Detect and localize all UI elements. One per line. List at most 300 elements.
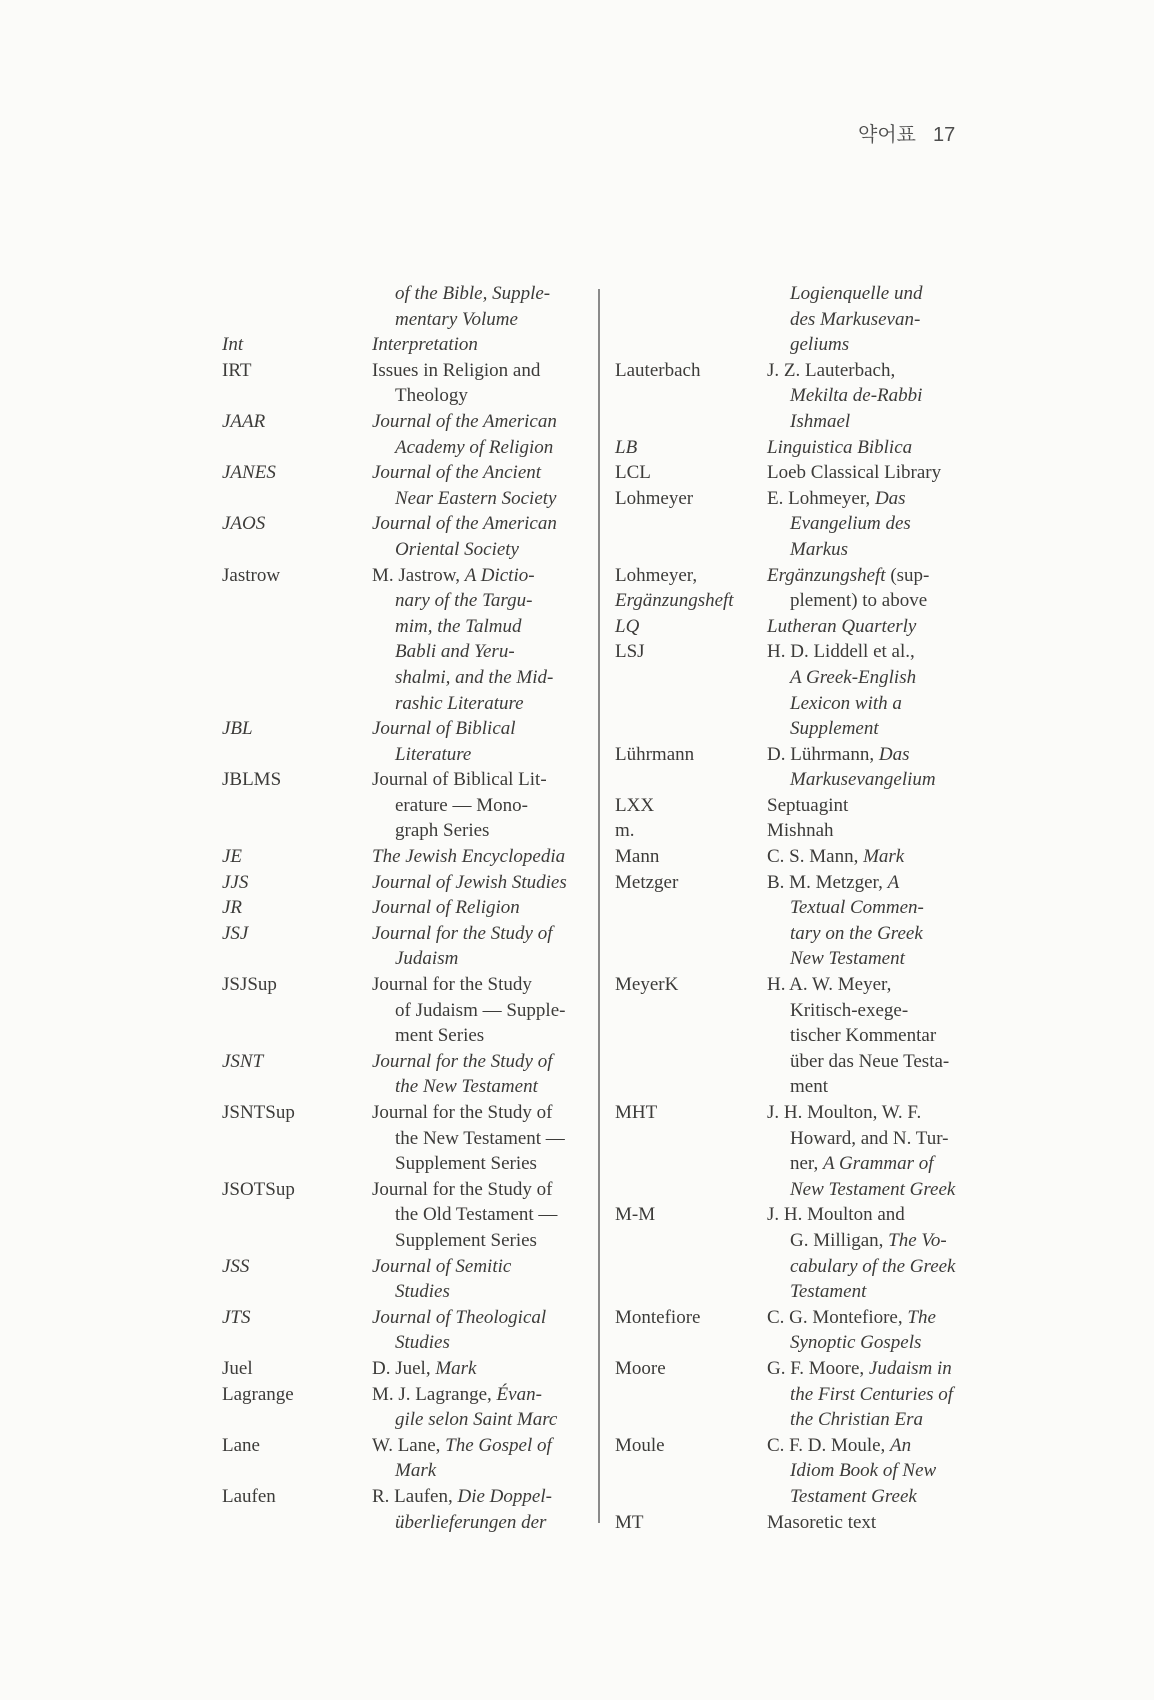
abbr-entry [615,639,1005,741]
text-segment: the New Testament — [395,1127,565,1149]
text-segment: Journal of the Ancient [372,462,542,484]
desc-line [767,1151,1005,1177]
text-segment: Journal of Biblical Lit- [372,769,547,791]
desc-cell [767,818,1005,844]
text-segment: New Testament [790,948,905,970]
abbr-entry [222,895,596,921]
text-segment: J. H. Moulton, W. F. [767,1102,922,1123]
desc-cell [372,409,596,460]
abbr-line [615,435,767,461]
desc-line [372,946,596,972]
text-segment: Theology [395,385,468,407]
text-segment: LCL [615,462,651,484]
text-segment: Jastrow [222,564,281,586]
abbr-line [222,332,372,358]
text-segment: Journal for the Study [372,974,532,996]
text-segment: The Gospel of [445,1434,552,1456]
text-segment: Linguistica Biblica [767,436,913,458]
desc-line [767,1228,1005,1254]
desc-cell [372,844,596,870]
text-segment: The [907,1306,936,1328]
abbr-line [222,1049,372,1075]
desc-cell [372,1433,596,1484]
text-segment: (sup- [885,564,930,586]
desc-line [767,383,1005,409]
desc-line [767,358,1005,384]
abbr-line [615,972,767,998]
abbr-entry [615,614,1005,640]
abbr-cell [615,460,767,486]
abbr-line [222,767,372,793]
abbr-entry [615,793,1005,819]
text-segment: Mark [863,846,905,868]
text-segment: JE [222,846,243,868]
desc-line [372,818,596,844]
text-segment: Journal of Biblical [372,718,516,740]
text-segment: C. S. Mann, [767,846,864,868]
text-segment: JANES [222,462,276,484]
abbr-cell [615,870,767,972]
abbr-line [222,1305,372,1331]
abbr-cell [222,1049,372,1100]
text-segment: tischer Kommentar [790,1025,937,1047]
text-segment: JTS [222,1306,251,1328]
abbreviation-list-right [615,281,1005,1535]
text-segment: Moore [615,1357,666,1379]
text-segment: ment Series [395,1025,485,1047]
abbr-entry [615,972,1005,1100]
text-segment: Lohmeyer, [615,564,698,586]
text-segment: Lohmeyer [615,487,694,509]
desc-line [372,332,596,358]
desc-line [767,1510,1005,1536]
text-segment: Journal for the Study of [372,1050,553,1072]
text-segment: gile selon Saint Marc [395,1409,558,1431]
page-number: 17 [932,124,956,146]
abbreviation-list-left [222,281,596,1535]
desc-line [767,460,1005,486]
desc-cell [372,460,596,511]
desc-line [372,793,596,819]
abbr-entry [222,972,596,1049]
abbr-cell [222,972,372,1049]
desc-cell [372,1356,596,1382]
desc-line [767,1126,1005,1152]
abbr-line [615,460,767,486]
abbr-entry [222,332,596,358]
text-segment: Mark [395,1460,437,1482]
text-segment: Issues in Religion and [372,359,541,381]
desc-line [767,1177,1005,1203]
abbr-entry [615,1100,1005,1202]
desc-line [372,870,596,896]
desc-line [372,537,596,563]
text-segment: überlieferungen der [395,1511,547,1533]
text-segment: Mark [435,1357,477,1379]
abbr-entry [615,870,1005,972]
desc-line [372,1330,596,1356]
abbr-entry [615,1356,1005,1433]
text-segment: C. F. D. Moule, [767,1434,891,1456]
abbr-line [615,639,767,665]
desc-line [372,1023,596,1049]
abbr-cell [222,1382,372,1433]
desc-line [372,1126,596,1152]
desc-line [767,1074,1005,1100]
text-segment: JAAR [222,410,266,432]
text-segment: mentary Volume [395,308,518,330]
desc-line [372,1254,596,1280]
abbr-line [222,460,372,486]
desc-line [372,998,596,1024]
desc-line [372,716,596,742]
abbr-cell [615,844,767,870]
abbr-entry [615,486,1005,563]
text-segment: graph Series [395,820,490,842]
desc-line [767,921,1005,947]
abbr-line [222,1484,372,1510]
desc-line [767,691,1005,717]
desc-cell [767,281,1005,358]
text-segment: LXX [615,794,655,816]
desc-line [372,1177,596,1203]
desc-line [372,358,596,384]
text-segment: Howard, and N. Tur- [790,1127,949,1149]
text-segment: M. J. Lagrange, [372,1383,497,1405]
abbr-line [222,1177,372,1203]
desc-line [767,511,1005,537]
desc-cell [372,563,596,717]
desc-line [372,460,596,486]
desc-line [372,1100,596,1126]
text-segment: Synoptic Gospels [790,1332,922,1354]
text-segment: ner, [790,1153,823,1175]
desc-line [767,716,1005,742]
abbr-cell [222,1433,372,1484]
abbr-entry [222,511,596,562]
abbr-cell [615,614,767,640]
abbr-entry [222,1100,596,1177]
desc-line [767,1407,1005,1433]
text-segment: nary of the Targu- [395,590,533,612]
abbr-cell [222,409,372,460]
desc-line [767,1356,1005,1382]
abbr-entry [222,1305,596,1356]
text-segment: A Grammar of [823,1153,934,1175]
text-segment: JBL [222,718,253,740]
desc-line [767,1433,1005,1459]
desc-line [767,307,1005,333]
abbr-line [615,486,767,512]
text-segment: Évan- [496,1383,542,1405]
abbr-cell [615,818,767,844]
abbr-cell [222,1254,372,1305]
text-segment: Markus [790,538,849,560]
text-segment: J. Z. Lauterbach, [767,359,896,381]
desc-line [372,409,596,435]
desc-line [372,895,596,921]
desc-cell [767,793,1005,819]
desc-line [767,1305,1005,1331]
abbr-entry [222,716,596,767]
abbr-entry [222,358,596,409]
desc-line [372,742,596,768]
desc-line [372,511,596,537]
abbr-line [615,1100,767,1126]
text-segment: JJS [222,871,249,893]
text-segment: W. Lane, [372,1434,446,1456]
text-segment: Int [222,334,244,356]
desc-cell [767,460,1005,486]
text-segment: JSNT [222,1050,264,1072]
desc-line [372,1382,596,1408]
abbr-line [222,1356,372,1382]
text-segment: Die Doppel- [457,1485,552,1507]
desc-cell [372,1049,596,1100]
abbr-cell [615,1433,767,1510]
text-segment: über das Neue Testa- [790,1050,950,1072]
desc-line [767,818,1005,844]
desc-line [767,435,1005,461]
text-segment: Testament Greek [790,1485,917,1507]
desc-cell [372,870,596,896]
desc-line [372,1356,596,1382]
abbr-entry [222,460,596,511]
desc-cell [372,1484,596,1535]
text-segment: erature — Mono- [395,794,528,816]
abbr-entry [222,563,596,717]
text-segment: D. Juel, [372,1357,436,1379]
abbr-entry [615,563,1005,614]
text-segment: The Jewish Encyclopedia [372,846,566,868]
text-segment: the Christian Era [790,1409,924,1431]
desc-line [372,1074,596,1100]
desc-line [767,972,1005,998]
text-segment: M-M [615,1204,656,1226]
desc-cell [767,1510,1005,1536]
abbr-entry [222,1382,596,1433]
abbr-entry [222,1484,596,1535]
text-segment: Lagrange [222,1383,294,1405]
text-segment: JSJSup [222,974,277,996]
desc-cell [767,639,1005,741]
abbr-cell [222,1100,372,1177]
desc-line [767,614,1005,640]
text-segment: R. Laufen, [372,1485,458,1507]
desc-line [767,1484,1005,1510]
text-segment: LB [615,436,638,458]
text-segment: JSNTSup [222,1102,295,1123]
abbr-line [615,870,767,896]
text-segment: JAOS [222,513,266,535]
abbr-line [615,1433,767,1459]
text-segment: J. H. Moulton and [767,1204,905,1226]
abbr-cell [222,895,372,921]
desc-line [767,1100,1005,1126]
desc-cell [767,972,1005,1100]
text-segment: Journal for the Study of [372,1102,553,1123]
text-segment: Lutheran Quarterly [767,615,917,637]
desc-cell [767,435,1005,461]
desc-line [767,588,1005,614]
abbr-line [615,818,767,844]
desc-line [767,281,1005,307]
text-segment: Journal of the American [372,410,557,432]
abbr-cell [615,972,767,1100]
abbr-cell [615,1202,767,1304]
abbr-line [222,1100,372,1126]
abbr-cell [222,358,372,409]
desc-line [372,844,596,870]
text-segment: E. Lohmeyer, [767,487,875,509]
text-segment: D. Lührmann, [767,743,879,765]
text-segment: H. A. W. Meyer, [767,974,892,996]
abbr-entry [615,435,1005,461]
abbr-line [222,1382,372,1408]
abbr-line [615,793,767,819]
text-segment: MeyerK [615,974,679,996]
text-segment: A [887,871,900,893]
abbr-cell [222,332,372,358]
abbr-line [222,1254,372,1280]
desc-line [372,1407,596,1433]
desc-line [767,1202,1005,1228]
abbr-line [615,588,767,614]
desc-line [372,1484,596,1510]
desc-line [372,1228,596,1254]
desc-line [767,742,1005,768]
abbr-cell [222,870,372,896]
text-segment: Idiom Book of New [790,1460,937,1482]
text-segment: Judaism [395,948,459,970]
desc-line [767,793,1005,819]
text-segment: des Markusevan- [790,308,921,330]
desc-cell [372,511,596,562]
text-segment: IRT [222,359,252,381]
text-segment: G. F. Moore, [767,1357,869,1379]
text-segment: Loeb Classical Library [767,462,942,484]
abbr-cell [615,281,767,358]
abbr-line [222,1433,372,1459]
abbr-cell [222,460,372,511]
text-segment: G. Milligan, [790,1229,889,1251]
text-segment: Moule [615,1434,665,1456]
abbr-cell [615,1305,767,1356]
abbr-cell [222,921,372,972]
desc-line [372,383,596,409]
abbr-entry [615,1305,1005,1356]
desc-line [767,639,1005,665]
abbr-entry [222,1356,596,1382]
abbr-entry [222,1254,596,1305]
abbr-entry [222,844,596,870]
desc-cell [372,1254,596,1305]
abbr-line [222,870,372,896]
text-segment: Metzger [615,871,679,893]
text-segment: Montefiore [615,1306,701,1328]
desc-cell [767,1356,1005,1433]
text-segment: Lexicon with a [790,692,902,714]
desc-line [372,1510,596,1536]
text-segment: Logienquelle und [790,283,923,304]
abbr-line [615,358,767,384]
abbr-line [615,742,767,768]
text-segment: Academy of Religion [395,436,554,458]
text-segment: A Greek-English [790,666,917,688]
desc-cell [372,716,596,767]
desc-line [372,1433,596,1459]
abbr-cell [222,563,372,717]
desc-line [767,1279,1005,1305]
text-segment: Journal for the Study of [372,1178,553,1200]
column-divider [598,289,600,1523]
desc-line [767,946,1005,972]
text-segment: Juel [222,1357,253,1379]
abbr-line [615,614,767,640]
abbr-line [222,972,372,998]
text-segment: the First Centuries of [790,1383,954,1405]
desc-cell [372,358,596,409]
desc-line [767,332,1005,358]
abbr-line [615,1356,767,1382]
text-segment: Das [878,743,910,765]
desc-cell [767,844,1005,870]
desc-line [372,639,596,665]
abbr-line [615,1510,767,1536]
text-segment: Literature [395,743,472,765]
text-segment: Ergänzungsheft [767,564,886,586]
abbr-cell [615,742,767,793]
abbr-cell [615,639,767,741]
abbr-cell [615,563,767,614]
abbr-line [615,1202,767,1228]
desc-line [372,1151,596,1177]
desc-cell [767,358,1005,435]
desc-line [372,1202,596,1228]
text-segment: tary on the Greek [790,922,923,944]
desc-cell [372,767,596,844]
abbr-entry [615,281,1005,358]
text-segment: C. G. Montefiore, [767,1306,908,1328]
desc-line [767,563,1005,589]
desc-line [767,537,1005,563]
text-segment: H. D. Liddell et al., [767,641,915,663]
abbr-entry [222,1433,596,1484]
text-segment: Laufen [222,1485,276,1507]
text-segment: plement) to above [790,590,928,612]
abbr-cell [222,716,372,767]
text-segment: LQ [615,615,640,637]
abbr-line [222,563,372,589]
abbr-line [222,409,372,435]
text-segment: Journal of Jewish Studies [372,871,567,893]
desc-cell [767,1433,1005,1510]
text-segment: Lauterbach [615,359,701,381]
abbr-entry [222,1049,596,1100]
text-segment: geliums [790,334,850,356]
text-segment: Mishnah [767,820,834,842]
desc-line [372,1279,596,1305]
abbr-cell [615,1100,767,1202]
abbr-cell [615,358,767,435]
desc-line [767,1458,1005,1484]
desc-line [372,972,596,998]
text-segment: New Testament Greek [790,1178,956,1200]
desc-cell [372,895,596,921]
text-segment: MHT [615,1102,658,1123]
text-segment: the Old Testament — [395,1204,558,1226]
text-segment: JSS [222,1255,250,1277]
